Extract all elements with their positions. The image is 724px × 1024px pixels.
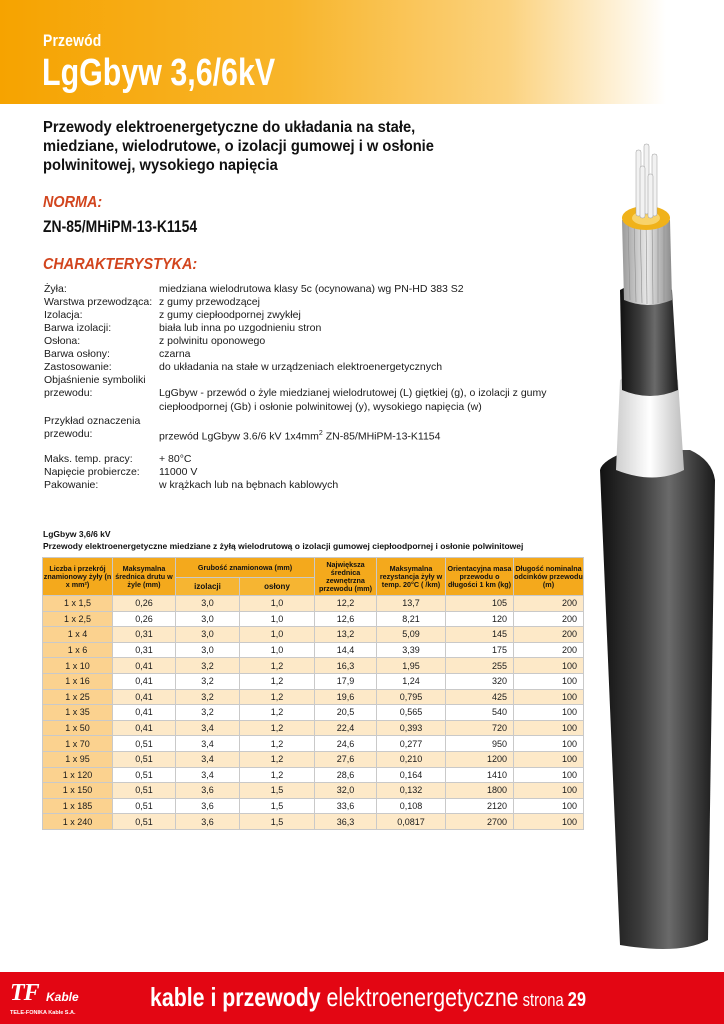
col-header-size: Liczba i przekrój znamionowy żyły (n x mm²) — [43, 558, 113, 596]
table-row — [43, 736, 584, 752]
table-cell: 1 x 185 — [43, 798, 113, 814]
table-cell: 200 — [514, 642, 584, 658]
char-value: czarna — [159, 348, 191, 360]
table-cell: 1,5 — [240, 798, 315, 814]
table-cell: 3,0 — [176, 596, 240, 612]
table-cell: 100 — [514, 751, 584, 767]
table-cell: 100 — [514, 783, 584, 799]
table-cell: 13,7 — [377, 596, 446, 612]
char-value: ciepłoodpornej (Gb) i osłonie polwinitowej (y), wysokiego napięcia (w) — [159, 401, 482, 413]
table-cell: 175 — [446, 642, 514, 658]
col-header-mass: Orientacyjna masa przewodu o długości 1 km (kg) — [446, 558, 514, 596]
table-row — [43, 720, 584, 736]
table-cell: 145 — [446, 627, 514, 643]
logo-company-name: TELE-FONIKA Kable S.A. — [10, 1010, 76, 1016]
char-label: Napięcie probiercze: — [44, 466, 140, 478]
table-cell: 0,51 — [113, 798, 176, 814]
logo-mark: TF — [10, 980, 39, 1006]
table-row — [43, 596, 584, 612]
footer-bold: kable i przewody — [150, 982, 321, 1012]
char-label: Przykład oznaczenia — [44, 415, 141, 427]
table-cell: 3,2 — [176, 673, 240, 689]
spec-table-body — [43, 596, 584, 830]
table-cell: 1 x 25 — [43, 689, 113, 705]
table-cell: 540 — [446, 705, 514, 721]
char-label: Osłona: — [44, 335, 81, 347]
char-value: do układania na stałe w urządzeniach elektroenergetycznych — [159, 361, 443, 373]
table-cell: 1,0 — [240, 627, 315, 643]
table-cell: 200 — [514, 611, 584, 627]
char-label: Pakowanie: — [44, 479, 99, 491]
table-cell: 200 — [514, 596, 584, 612]
table-cell: 36,3 — [315, 814, 377, 830]
table-cell: 0,41 — [113, 689, 176, 705]
table-cell: 100 — [514, 673, 584, 689]
char-value: w krążkach lub na bębnach kablowych — [159, 479, 339, 491]
char-label: Barwa izolacji: — [44, 322, 112, 334]
char-label: Zastosowanie: — [44, 361, 112, 373]
table-cell: 100 — [514, 798, 584, 814]
char-label: przewodu: — [44, 387, 93, 399]
table-cell: 2120 — [446, 798, 514, 814]
table-cell: 20,5 — [315, 705, 377, 721]
table-cell: 100 — [514, 658, 584, 674]
table-cell: 16,3 — [315, 658, 377, 674]
table-cell: 1,2 — [240, 705, 315, 721]
table-row — [43, 673, 584, 689]
char-value: + 80°C — [159, 453, 192, 465]
table-cell: 0,51 — [113, 736, 176, 752]
table-cell: 0,393 — [377, 720, 446, 736]
footer-normal: elektroenergetyczne — [320, 982, 519, 1012]
table-cell: 320 — [446, 673, 514, 689]
table-cell: 33,6 — [315, 798, 377, 814]
table-cell: 0,132 — [377, 783, 446, 799]
table-cell: 3,4 — [176, 767, 240, 783]
footer-page-label: strona — [518, 990, 568, 1010]
table-cell: 1 x 4 — [43, 627, 113, 643]
table-cell: 3,0 — [176, 611, 240, 627]
table-row — [43, 767, 584, 783]
char-label: Warstwa przewodząca: — [44, 296, 153, 308]
table-cell: 1 x 70 — [43, 736, 113, 752]
table-cell: 1 x 35 — [43, 705, 113, 721]
table-cell: 1,2 — [240, 767, 315, 783]
col-header-wire-diameter: Maksymalna średnica drutu w żyle (mm) — [113, 558, 176, 596]
table-cell: 0,31 — [113, 627, 176, 643]
table-cell: 0,277 — [377, 736, 446, 752]
table-cell: 3,2 — [176, 658, 240, 674]
char-value: LgGbyw - przewód o żyle miedzianej wielodrutowej (L) giętkiej (g), o izolacji z gumy — [159, 387, 547, 399]
company-logo — [10, 978, 110, 1020]
page-number: 29 — [567, 989, 587, 1011]
table-cell: 0,108 — [377, 798, 446, 814]
product-description: Przewody elektroenergetyczne do układania na stałe, miedziane, wielodrutowe, o izolacji gumowej i w osłonie polwinitowej, wysokiego napięcia — [43, 119, 434, 174]
char-label: Maks. temp. pracy: — [44, 453, 133, 465]
table-cell: 0,31 — [113, 642, 176, 658]
table-cell: 1,2 — [240, 751, 315, 767]
table-cell: 22,4 — [315, 720, 377, 736]
table-cell: 0,41 — [113, 705, 176, 721]
table-cell: 1 x 150 — [43, 783, 113, 799]
table-cell: 0,0817 — [377, 814, 446, 830]
table-cell: 0,26 — [113, 596, 176, 612]
char-value: z gumy ciepłoodpornej zwykłej — [159, 309, 301, 321]
table-cell: 3,0 — [176, 627, 240, 643]
table-row — [43, 627, 584, 643]
table-cell: 200 — [514, 627, 584, 643]
product-kicker: Przewód — [43, 31, 102, 50]
table-cell: 1,5 — [240, 783, 315, 799]
table-cell: 0,565 — [377, 705, 446, 721]
table-cell: 0,51 — [113, 814, 176, 830]
table-cell: 3,4 — [176, 720, 240, 736]
table-cell: 1,2 — [240, 720, 315, 736]
cable-illustration — [590, 140, 724, 960]
table-cell: 17,9 — [315, 673, 377, 689]
table-cell: 27,6 — [315, 751, 377, 767]
table-cell: 1800 — [446, 783, 514, 799]
char-value-example: przewód LgGbyw 3.6/6 kV $1x4mm^2$ ZN-85/MHiPM-13-K1154 — [159, 430, 441, 443]
table-cell: 0,41 — [113, 720, 176, 736]
table-cell: 3,6 — [176, 814, 240, 830]
table-row — [43, 611, 584, 627]
table-cell: 100 — [514, 736, 584, 752]
table-cell: 1 x 16 — [43, 673, 113, 689]
table-row — [43, 798, 584, 814]
table-row — [43, 689, 584, 705]
table-cell: 3,2 — [176, 705, 240, 721]
char-value: biała lub inna po uzgodnieniu stron — [159, 322, 322, 334]
table-cell: 8,21 — [377, 611, 446, 627]
footer-tagline — [150, 980, 586, 1017]
char-label: przewodu: — [44, 428, 93, 440]
table-cell: 1,2 — [240, 689, 315, 705]
table-cell: 1200 — [446, 751, 514, 767]
table-row — [43, 814, 584, 830]
table-cell: 3,4 — [176, 751, 240, 767]
table-cell: 3,6 — [176, 783, 240, 799]
table-cell: 1,5 — [240, 814, 315, 830]
table-cell: 1410 — [446, 767, 514, 783]
table-cell: 1 x 1,5 — [43, 596, 113, 612]
table-cell: 0,51 — [113, 767, 176, 783]
table-cell: 1,0 — [240, 611, 315, 627]
char-value: miedziana wielodrutowa klasy 5c (ocynowana) wg PN-HD 383 S2 — [159, 283, 464, 295]
col-header-resistance: Maksymalna rezystancja żyły w temp. 20°C ( /km) — [377, 558, 446, 596]
table-cell: 32,0 — [315, 783, 377, 799]
char-value: z gumy przewodzącej — [159, 296, 260, 308]
table-cell: 1 x 10 — [43, 658, 113, 674]
table-cell: 100 — [514, 767, 584, 783]
table-cell: 120 — [446, 611, 514, 627]
col-header-length: Długość nominalna odcinków przewodu (m) — [514, 558, 584, 596]
table-cell: 1 x 95 — [43, 751, 113, 767]
table-cell: 0,41 — [113, 673, 176, 689]
char-value: 11000 V — [159, 466, 198, 478]
table-cell: 1,0 — [240, 642, 315, 658]
table-cell: 0,210 — [377, 751, 446, 767]
table-cell: 100 — [514, 689, 584, 705]
table-cell: 1 x 50 — [43, 720, 113, 736]
table-cell: 1 x 120 — [43, 767, 113, 783]
table-cell: 0,51 — [113, 783, 176, 799]
table-cell: 1 x 6 — [43, 642, 113, 658]
table-row — [43, 705, 584, 721]
wire-tips — [636, 144, 657, 218]
table-cell: 12,2 — [315, 596, 377, 612]
char-label: Barwa osłony: — [44, 348, 110, 360]
table-cell: 2700 — [446, 814, 514, 830]
table-cell: 19,6 — [315, 689, 377, 705]
char-label: Objaśnienie symboliki — [44, 374, 146, 386]
table-subtitle: Przewody elektroenergetyczne miedziane z żyłą wielodrutową o izolacji gumowej ciepłoodpornej i osłonie polwinitowej — [43, 541, 524, 551]
table-cell: 3,6 — [176, 798, 240, 814]
table-title: LgGbyw 3,6/6 kV — [43, 529, 111, 539]
logo-word: Kable — [46, 990, 79, 1004]
table-cell: 100 — [514, 720, 584, 736]
table-cell: 14,4 — [315, 642, 377, 658]
norma-value: ZN-85/MHiPM-13-K1154 — [43, 217, 198, 236]
table-cell: 1,24 — [377, 673, 446, 689]
table-cell: 12,6 — [315, 611, 377, 627]
char-value: z polwinitu oponowego — [159, 335, 266, 347]
table-cell: 0,164 — [377, 767, 446, 783]
table-cell: 1,95 — [377, 658, 446, 674]
char-label: Izolacja: — [44, 309, 83, 321]
page-title: LgGbyw 3,6/6kV — [42, 52, 276, 94]
table-cell: 0,26 — [113, 611, 176, 627]
table-row — [43, 783, 584, 799]
table-cell: 5,09 — [377, 627, 446, 643]
table-cell: 720 — [446, 720, 514, 736]
characteristics-heading: CHARAKTERYSTYKA: — [43, 256, 198, 273]
table-cell: 100 — [514, 705, 584, 721]
outer-sheath-shape — [600, 450, 715, 949]
col-header-sheath: osłony — [240, 578, 315, 596]
table-cell: 24,6 — [315, 736, 377, 752]
table-cell: 100 — [514, 814, 584, 830]
col-header-thickness: Grubość znamionowa (mm) — [176, 558, 315, 578]
table-cell: 28,6 — [315, 767, 377, 783]
table-row — [43, 751, 584, 767]
table-cell: 3,39 — [377, 642, 446, 658]
spec-table — [42, 557, 584, 830]
table-cell: 1 x 2,5 — [43, 611, 113, 627]
col-header-insulation: izolacji — [176, 578, 240, 596]
table-cell: 0,41 — [113, 658, 176, 674]
table-cell: 13,2 — [315, 627, 377, 643]
table-cell: 3,4 — [176, 736, 240, 752]
char-label: Żyła: — [44, 283, 67, 295]
norma-heading: NORMA: — [43, 194, 103, 211]
table-cell: 950 — [446, 736, 514, 752]
table-cell: 255 — [446, 658, 514, 674]
table-cell: 1,2 — [240, 736, 315, 752]
table-cell: 0,795 — [377, 689, 446, 705]
table-cell: 1 x 240 — [43, 814, 113, 830]
table-cell: 1,0 — [240, 596, 315, 612]
table-cell: 1,2 — [240, 658, 315, 674]
table-cell: 0,51 — [113, 751, 176, 767]
col-header-outer-diameter: Największa średnica zewnętrzna przewodu (mm) — [315, 558, 377, 596]
table-cell: 425 — [446, 689, 514, 705]
table-row — [43, 642, 584, 658]
table-cell: 105 — [446, 596, 514, 612]
table-caption — [43, 528, 523, 552]
table-row — [43, 658, 584, 674]
table-cell: 3,2 — [176, 689, 240, 705]
table-cell: 3,0 — [176, 642, 240, 658]
table-cell: 1,2 — [240, 673, 315, 689]
